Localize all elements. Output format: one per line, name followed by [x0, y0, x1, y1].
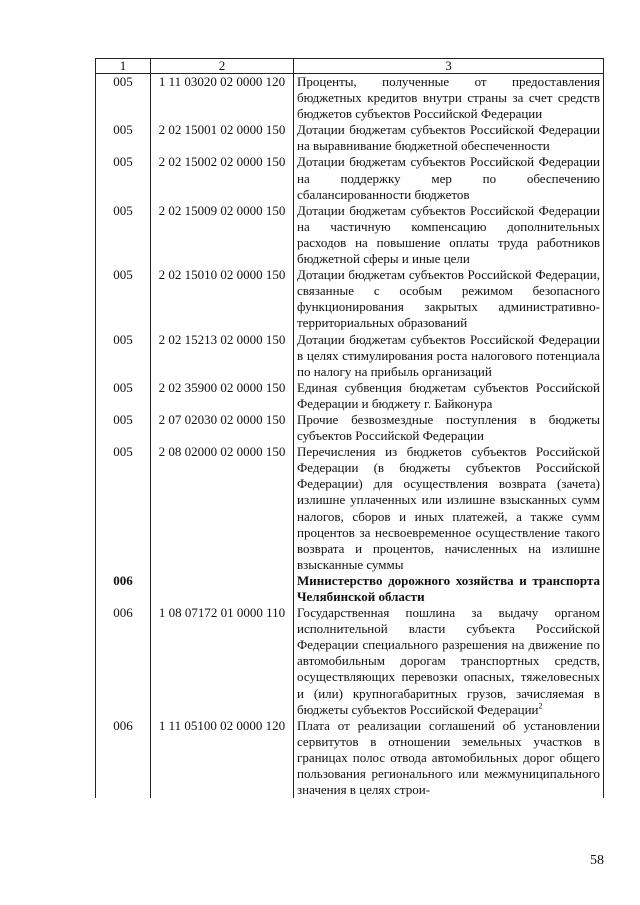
revenue-code-cell: 2 02 15002 02 0000 150	[151, 154, 294, 202]
table-row	[96, 444, 604, 573]
table-row	[96, 74, 604, 123]
admin-code-cell: 006	[96, 605, 151, 718]
column-header-2: 2	[151, 59, 294, 74]
column-header-3: 3	[294, 59, 604, 74]
admin-code-cell: 005	[96, 332, 151, 380]
revenue-code-cell	[151, 573, 294, 605]
table-row	[96, 122, 604, 154]
revenue-description-cell	[294, 412, 604, 444]
description-text: Перечисления из бюджетов субъектов Российской Федерации (в бюджеты субъектов Российской Федерации) для осуществления возврата (зачета) излишне уплаченных или излишне взысканных сумм налогов, сборов и иных платежей, а также сумм процентов за несвоевременное осуществление такого возврата и процентов, начисленных на излишне взысканные суммы	[297, 444, 600, 572]
revenue-description-cell	[294, 718, 604, 798]
table-row	[96, 267, 604, 331]
revenue-description-cell	[294, 444, 604, 573]
page-number: 58	[590, 853, 604, 868]
revenue-description-cell	[294, 122, 604, 154]
admin-code-cell: 005	[96, 203, 151, 267]
revenue-code-cell: 2 07 02030 02 0000 150	[151, 412, 294, 444]
admin-code-cell: 005	[96, 412, 151, 444]
table-row	[96, 718, 604, 798]
table-row	[96, 154, 604, 202]
admin-code-cell: 005	[96, 380, 151, 412]
admin-code-cell: 005	[96, 267, 151, 331]
table-header-row	[96, 59, 604, 74]
revenue-code-cell: 1 08 07172 01 0000 110	[151, 605, 294, 718]
revenue-code-cell: 1 11 05100 02 0000 120	[151, 718, 294, 798]
table-row	[96, 605, 604, 718]
revenue-code-cell: 2 02 35900 02 0000 150	[151, 380, 294, 412]
revenue-code-cell: 2 02 15009 02 0000 150	[151, 203, 294, 267]
description-text: Проценты, полученные от предоставления бюджетных кредитов внутри страны за счет средств бюджетов субъектов Российской Федерации	[297, 74, 600, 122]
table-row	[96, 412, 604, 444]
revenue-code-cell: 1 11 03020 02 0000 120	[151, 74, 294, 123]
description-text: Дотации бюджетам субъектов Российской Федерации на поддержку мер по обеспечению сбалансированности бюджетов	[297, 154, 600, 202]
footnote-marker: 2	[538, 701, 543, 711]
revenue-code-cell: 2 08 02000 02 0000 150	[151, 444, 294, 573]
revenue-description-cell	[294, 203, 604, 267]
column-header-1: 1	[96, 59, 151, 74]
description-text: Единая субвенция бюджетам субъектов Российской Федерации и бюджету г. Байконура	[297, 379, 600, 411]
table-row	[96, 332, 604, 380]
admin-code-cell: 005	[96, 154, 151, 202]
description-text: Дотации бюджетам субъектов Российской Федерации, связанные с особым режимом безопасного функционирования закрытых административно-территориальных образований	[297, 267, 600, 331]
revenue-description-cell	[294, 573, 604, 605]
revenue-code-cell: 2 02 15213 02 0000 150	[151, 332, 294, 380]
revenue-code-cell: 2 02 15001 02 0000 150	[151, 122, 294, 154]
revenue-description-cell	[294, 332, 604, 380]
description-text: Государственная пошлина за выдачу органом исполнительной власти субъекта Российской Федерации специального разрешения на движение по автомобильным дорогам транспортных средств, осуществляющих перевозки опасных, тяжеловесных и (или) крупногабаритных грузов, зачисляемая в бюджеты субъектов Российской Федерации	[297, 605, 600, 717]
revenue-description-cell	[294, 380, 604, 412]
table-row	[96, 380, 604, 412]
admin-code-cell: 006	[96, 718, 151, 798]
revenue-description-cell	[294, 74, 604, 123]
admin-code-cell: 006	[96, 573, 151, 605]
description-text: Дотации бюджетам субъектов Российской Федерации на выравнивание бюджетной обеспеченности	[297, 122, 600, 154]
table-row	[96, 203, 604, 267]
description-text: Плата от реализации соглашений об установлении сервитутов в отношении земельных участков в границах полос отвода автомобильных дорог общего пользования регионального или межмуниципального значения в целях строи-	[297, 717, 600, 798]
revenue-description-cell	[294, 154, 604, 202]
admin-code-cell: 005	[96, 122, 151, 154]
description-text: Дотации бюджетам субъектов Российской Федерации на частичную компенсацию дополнительных расходов на повышение оплаты труда работников бюджетной сферы и иные цели	[297, 202, 600, 267]
description-text: Прочие безвозмездные поступления в бюджеты субъектов Российской Федерации	[297, 411, 600, 444]
revenue-code-cell: 2 02 15010 02 0000 150	[151, 267, 294, 331]
revenue-description-cell	[294, 605, 604, 718]
admin-code-cell: 005	[96, 444, 151, 573]
admin-code-cell: 005	[96, 74, 151, 123]
revenue-codes-table	[95, 58, 604, 798]
description-text: Министерство дорожного хозяйства и транспорта Челябинской области	[297, 572, 600, 604]
description-text: Дотации бюджетам субъектов Российской Федерации в целях стимулирования роста налогового потенциала по налогу на прибыль организаций	[297, 331, 600, 379]
table-row	[96, 573, 604, 605]
revenue-description-cell	[294, 267, 604, 331]
